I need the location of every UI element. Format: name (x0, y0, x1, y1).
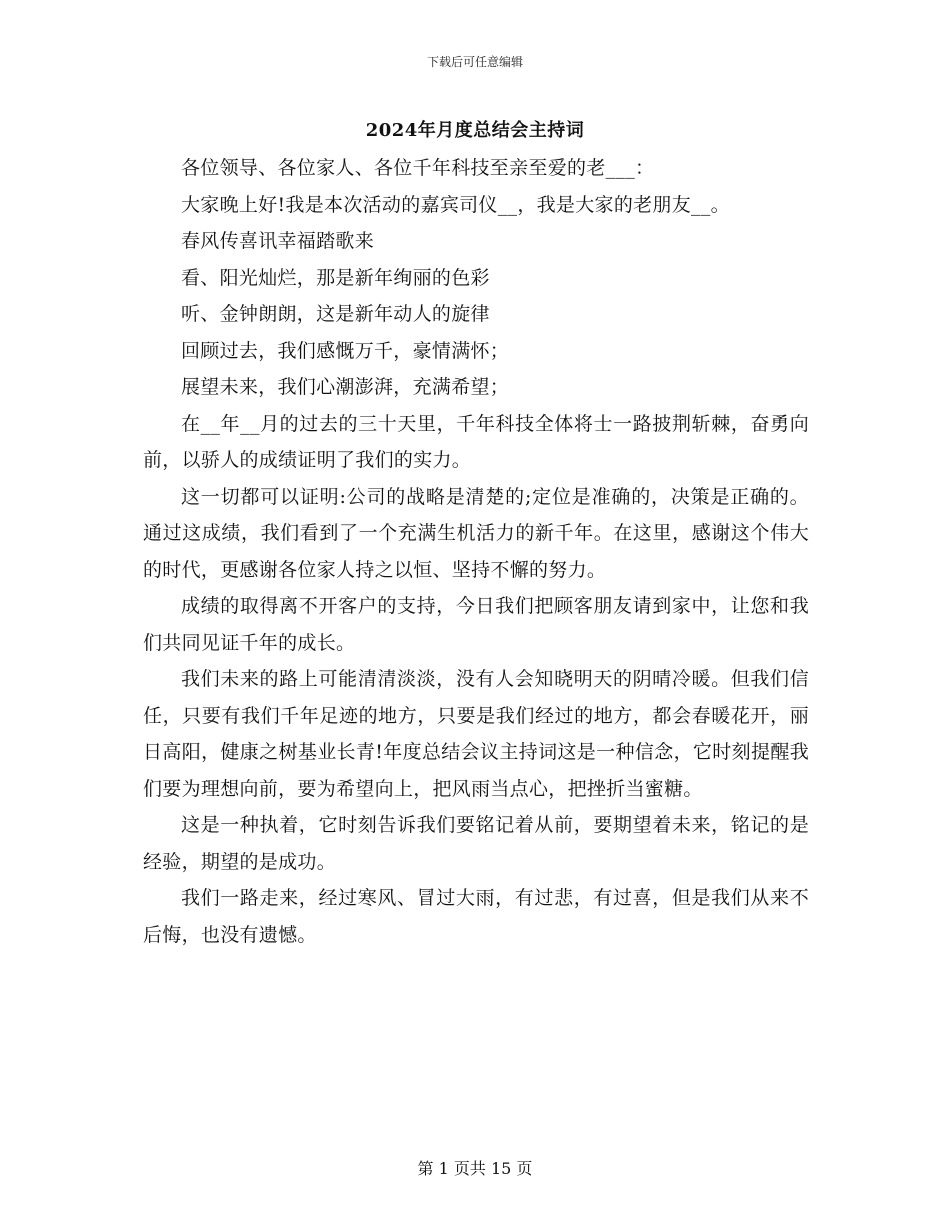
paragraph-verse-1: 春风传喜讯幸福踏歌来 (181, 230, 375, 252)
paragraph-persistence: 这是一种执着，它时刻告诉我们要铭记着从前，要期望着未来，铭记的是经验，期望的是成功。 (143, 814, 809, 873)
document-title: 2024年月度总结会主持词 (365, 120, 585, 141)
paragraph-opening: 大家晚上好!我是本次活动的嘉宾司仪__，我是大家的老朋友__。 (181, 193, 730, 216)
page-footer: 第 1 页共 15 页 (417, 1159, 533, 1178)
paragraph-greeting: 各位领导、各位家人、各位千年科技至亲至爱的老___： (181, 157, 655, 179)
paragraph-achievements: 在__年__月的过去的三十天里，千年科技全体将士一路披荆斩棘，奋勇向前，以骄人的成绩证明了我们的实力。 (143, 412, 809, 471)
paragraph-journey: 我们一路走来，经过寒风、冒过大雨，有过悲，有过喜，但是我们从来不后悔，也没有遗憾。 (143, 887, 809, 946)
paragraph-future: 我们未来的路上可能清清淡淡，没有人会知晓明天的阴晴冷暖。但我们信任，只要有我们千年足迹的地方，只要是我们经过的地方，都会春暖花开，丽日高阳，健康之树基业长青!年度总结会议主持词这是一种信念，它时刻提醒我们要为理想向前，要为希望向上，把风雨当点心，把挫折当蜜糖。 (143, 668, 809, 800)
paragraph-verse-4: 回顾过去，我们感慨万千，豪情满怀； (181, 339, 510, 362)
paragraph-verse-5: 展望未来，我们心潮澎湃，充满希望； (181, 376, 510, 398)
paragraph-customers: 成绩的取得离不开客户的支持，今日我们把顾客朋友请到家中，让您和我们共同见证千年的成长。 (143, 595, 809, 654)
paragraph-strategy: 这一切都可以证明:公司的战略是清楚的;定位是准确的，决策是正确的。通过这成绩，我们看到了一个充满生机活力的新千年。在这里，感谢这个伟大的时代，更感谢各位家人持之以恒、坚持不懈的努力。 (143, 485, 809, 581)
paragraph-verse-3: 听、金钟朗朗，这是新年动人的旋律 (181, 303, 490, 325)
page-header: 下载后可任意编辑 (426, 55, 523, 69)
document-body (143, 150, 809, 953)
paragraph-verse-2: 看、阳光灿烂，那是新年绚丽的色彩 (181, 266, 490, 289)
